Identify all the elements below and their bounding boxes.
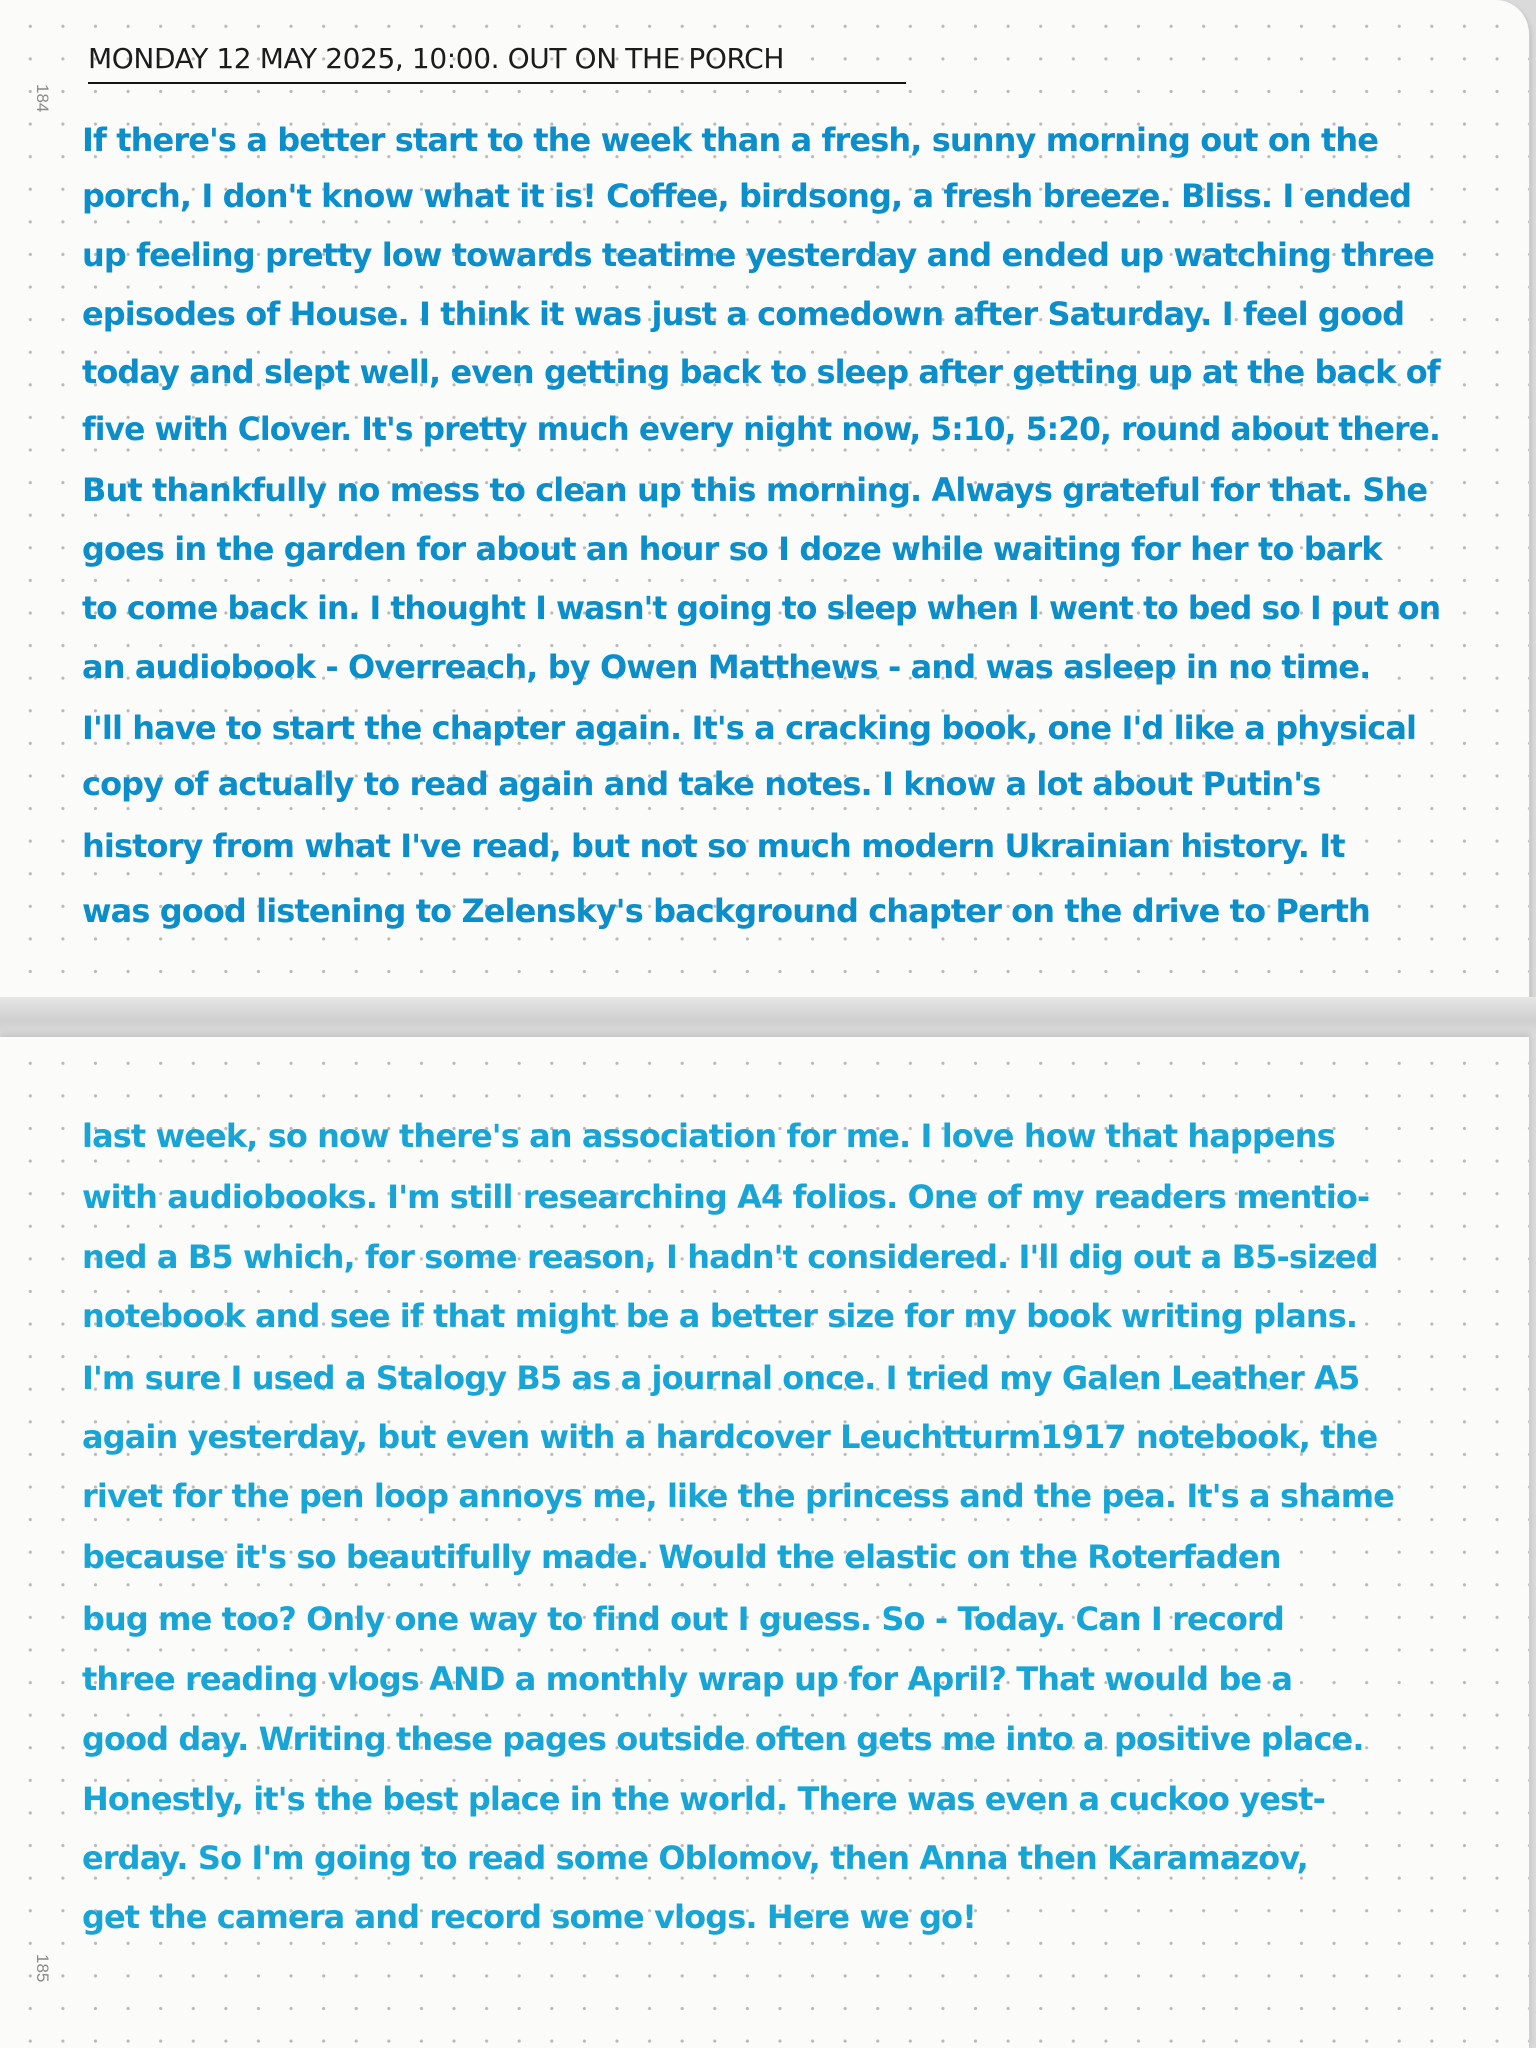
- entry-heading: MONDAY 12 MAY 2025, 10:00. OUT ON THE PORCH: [88, 42, 906, 84]
- journal-line: copy of actually to read again and take notes. I know a lot about Putin's: [82, 765, 1321, 803]
- journal-line: history from what I've read, but not so much modern Ukrainian history. It: [82, 827, 1345, 865]
- journal-line: was good listening to Zelensky's background chapter on the drive to Perth: [82, 892, 1370, 930]
- journal-line: If there's a better start to the week than a fresh, sunny morning out on the: [82, 121, 1379, 159]
- journal-line: episodes of House. I think it was just a comedown after Saturday. I feel good: [82, 295, 1405, 333]
- journal-line: because it's so beautifully made. Would the elastic on the Roterfaden: [82, 1538, 1281, 1576]
- journal-line: up feeling pretty low towards teatime yesterday and ended up watching three: [82, 236, 1434, 274]
- journal-page-top: [0, 0, 1530, 997]
- journal-line: I'll have to start the chapter again. It's a cracking book, one I'd like a physical: [82, 709, 1417, 747]
- journal-line: porch, I don't know what it is! Coffee, birdsong, a fresh breeze. Bliss. I ended: [82, 177, 1412, 215]
- journal-line: last week, so now there's an association for me. I love how that happens: [82, 1117, 1335, 1155]
- journal-line: notebook and see if that might be a better size for my book writing plans.: [82, 1297, 1358, 1335]
- journal-line: get the camera and record some vlogs. Here we go!: [82, 1898, 976, 1936]
- journal-line: erday. So I'm going to read some Oblomov, then Anna then Karamazov,: [82, 1839, 1308, 1877]
- journal-line: an audiobook - Overreach, by Owen Matthews - and was asleep in no time.: [82, 648, 1371, 686]
- journal-line: good day. Writing these pages outside often gets me into a positive place.: [82, 1720, 1364, 1758]
- journal-line: I'm sure I used a Stalogy B5 as a journal once. I tried my Galen Leather A5: [82, 1359, 1360, 1397]
- page-number-bottom: 185: [33, 1954, 52, 1983]
- page-gutter: [0, 997, 1536, 1037]
- journal-page-bottom: [0, 1037, 1530, 2048]
- journal-line: ned a B5 which, for some reason, I hadn't considered. I'll dig out a B5-sized: [82, 1238, 1378, 1276]
- journal-line: rivet for the pen loop annoys me, like the princess and the pea. It's a shame: [82, 1477, 1394, 1515]
- journal-line: with audiobooks. I'm still researching A4 folios. One of my readers mentio-: [82, 1178, 1370, 1216]
- journal-line: But thankfully no mess to clean up this morning. Always grateful for that. She: [82, 471, 1428, 509]
- page-number-top: 184: [33, 84, 52, 113]
- journal-line: goes in the garden for about an hour so I doze while waiting for her to bark: [82, 530, 1382, 568]
- journal-line: to come back in. I thought I wasn't going to sleep when I went to bed so I put on: [82, 589, 1441, 627]
- journal-line: three reading vlogs AND a monthly wrap up for April? That would be a: [82, 1660, 1293, 1698]
- journal-line: Honestly, it's the best place in the world. There was even a cuckoo yest-: [82, 1780, 1326, 1818]
- journal-line: five with Clover. It's pretty much every night now, 5:10, 5:20, round about there.: [82, 410, 1441, 448]
- journal-line: again yesterday, but even with a hardcover Leuchtturm1917 notebook, the: [82, 1418, 1378, 1456]
- journal-line: today and slept well, even getting back to sleep after getting up at the back of: [82, 353, 1440, 391]
- journal-line: bug me too? Only one way to find out I guess. So - Today. Can I record: [82, 1600, 1284, 1638]
